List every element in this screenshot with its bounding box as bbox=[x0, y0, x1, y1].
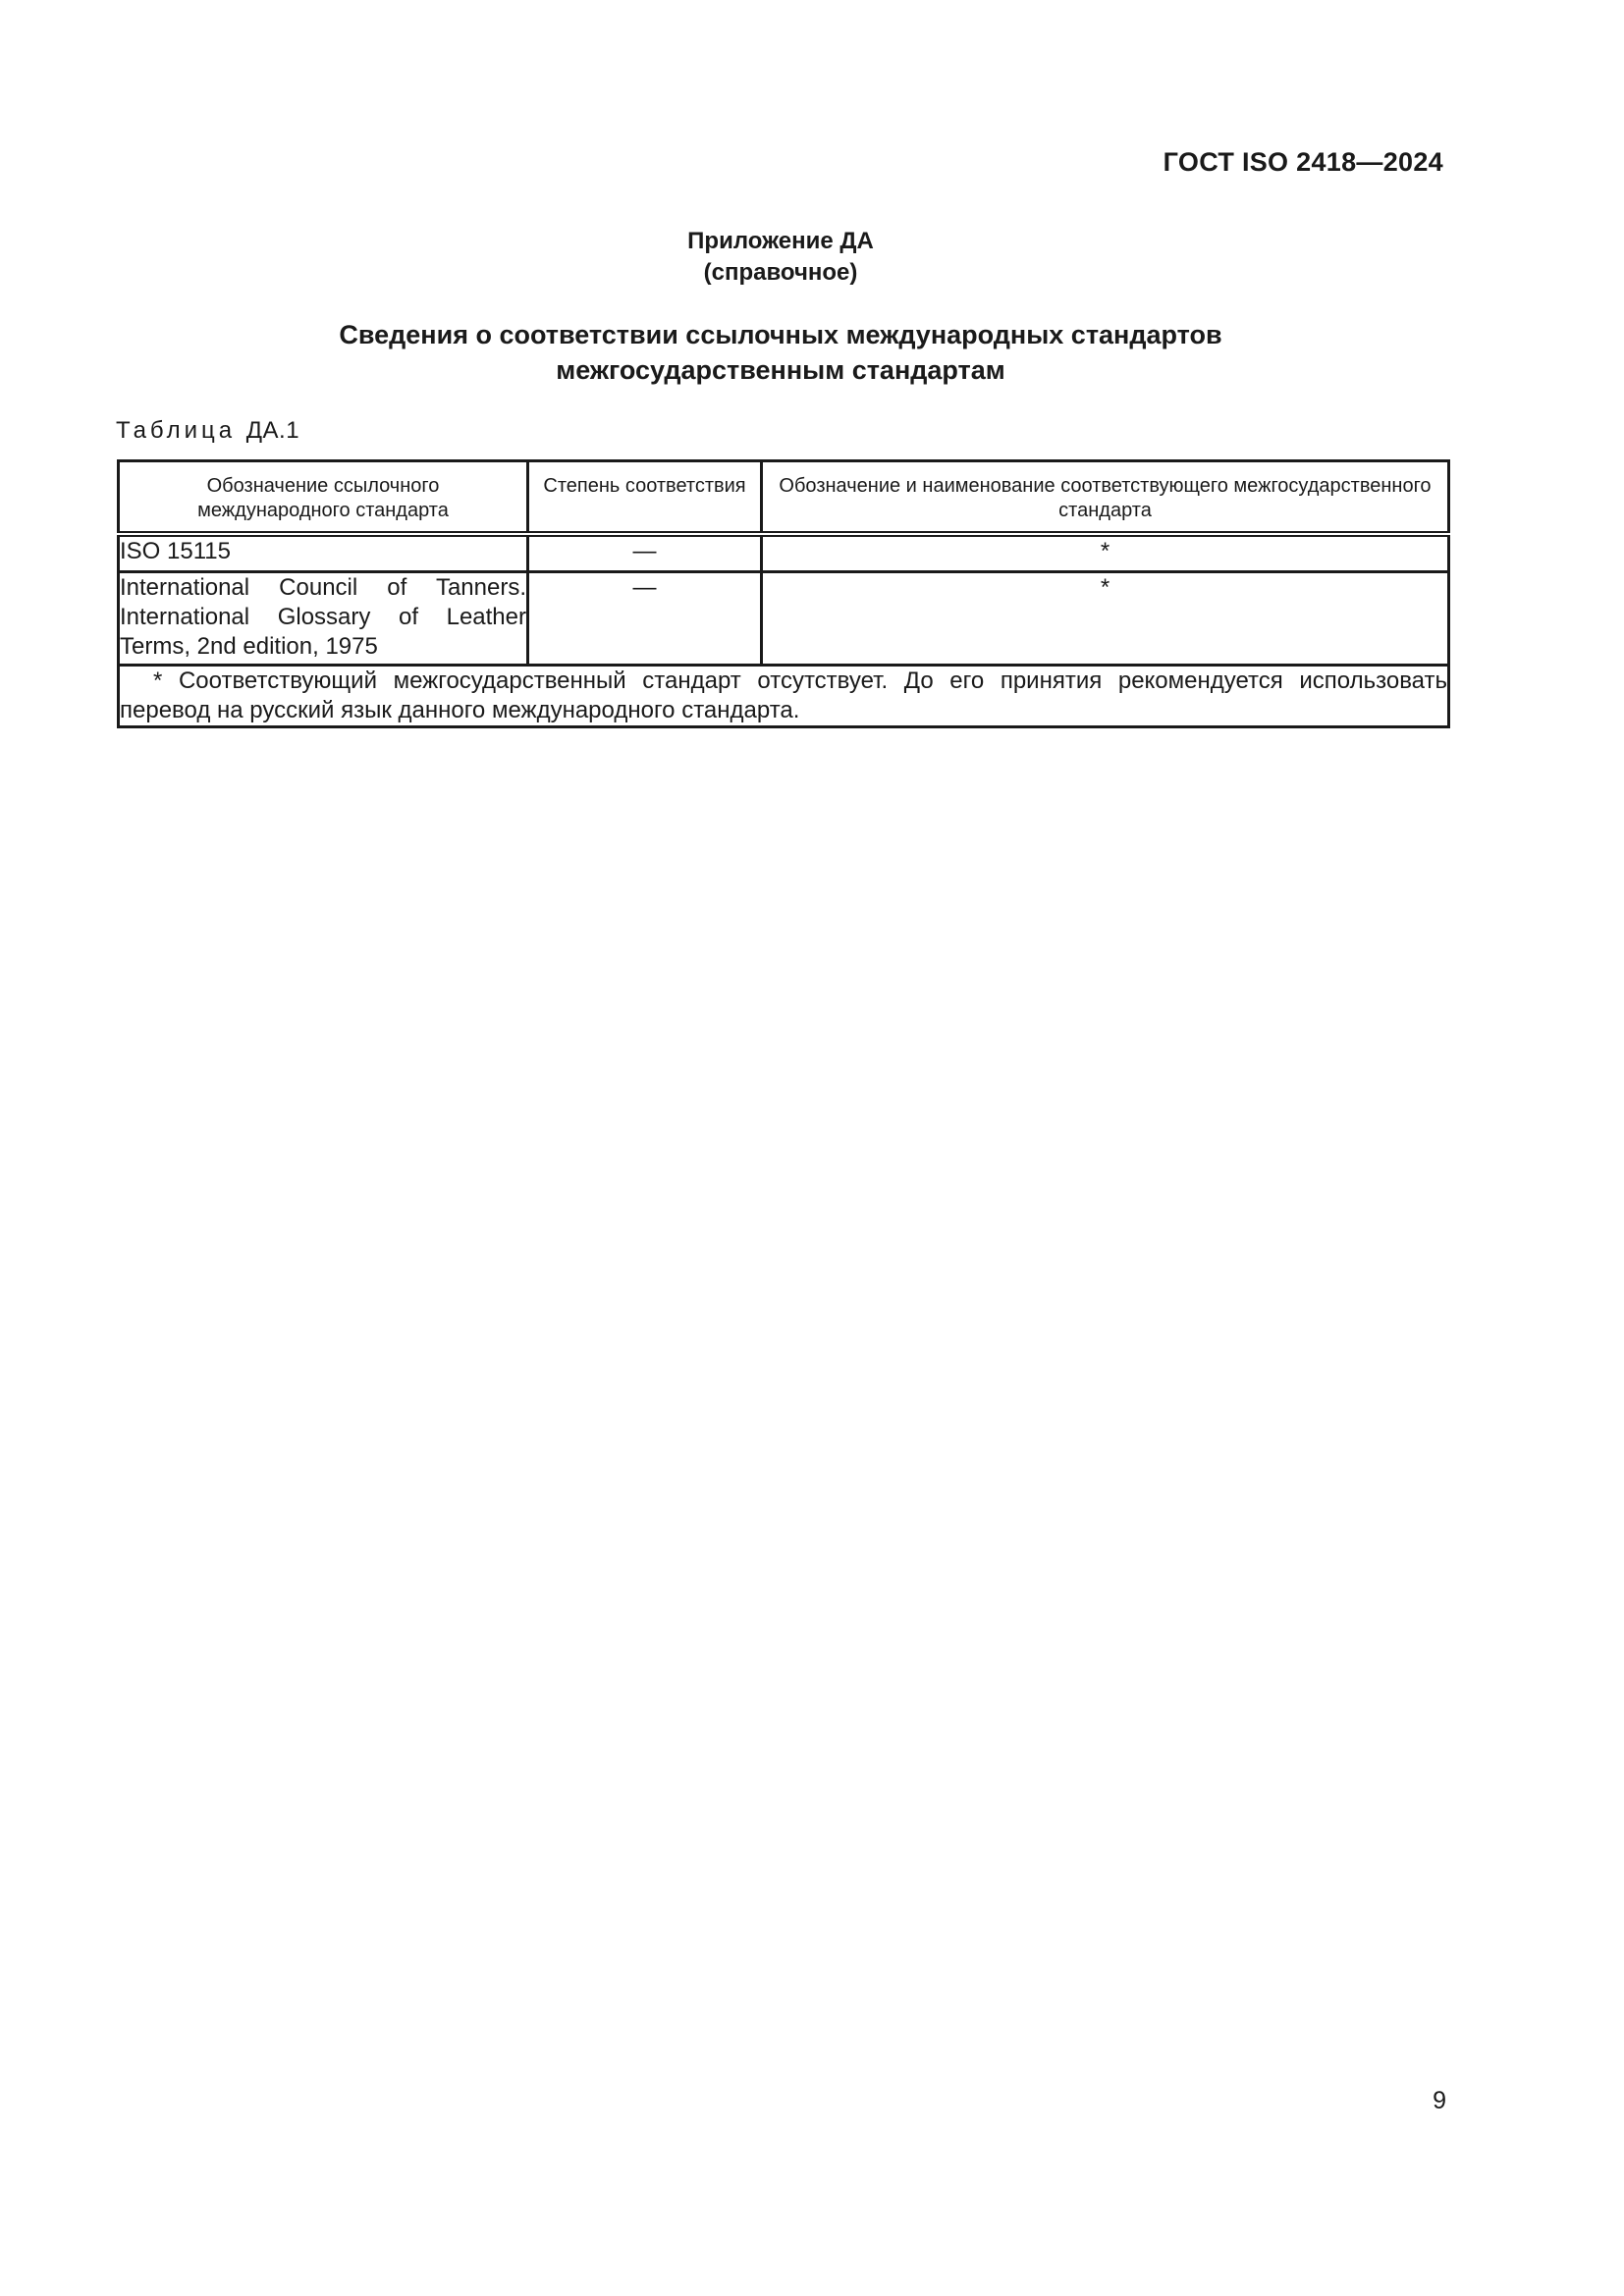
page-number: 9 bbox=[1433, 2087, 1446, 2114]
cell-gost: * bbox=[762, 572, 1449, 666]
appendix-heading bbox=[0, 226, 1561, 289]
cell-degree: — bbox=[528, 572, 762, 666]
cell-standard: International Council of Tanners. International Glossary of Leather Terms, 2nd edition, 1975 bbox=[119, 572, 528, 666]
table-row bbox=[119, 534, 1449, 572]
section-title-line-1: Сведения о соответствии ссылочных международных стандартов bbox=[339, 320, 1222, 349]
header-international-standard: Обозначение ссылочного международного стандарта bbox=[119, 461, 528, 535]
header-interstate-standard: Обозначение и наименование соответствующего межгосударственного стандарта bbox=[762, 461, 1449, 535]
appendix-title: Приложение ДА bbox=[687, 228, 874, 254]
table-row bbox=[119, 572, 1449, 666]
header-degree-of-correspondence: Степень соответствия bbox=[528, 461, 762, 535]
appendix-subtitle: (справочное) bbox=[703, 259, 858, 286]
table-caption-label: Таблица bbox=[116, 417, 237, 444]
cell-gost: * bbox=[762, 534, 1449, 572]
standards-correspondence-table bbox=[117, 459, 1450, 728]
cell-standard: ISO 15115 bbox=[119, 534, 528, 572]
table-header-row bbox=[119, 461, 1449, 535]
table-footnote-row bbox=[119, 666, 1449, 727]
section-title-line-2: межгосударственным стандартам bbox=[556, 355, 1005, 385]
document-code: ГОСТ ISO 2418—2024 bbox=[1163, 147, 1443, 177]
table-footnote: * Соответствующий межгосударственный стандарт отсутствует. До его принятия рекомендуется использовать перевод на русский язык данного международного стандарта. bbox=[119, 666, 1449, 727]
section-title bbox=[0, 317, 1561, 388]
table-caption-number: ДА.1 bbox=[245, 417, 300, 444]
table-caption bbox=[116, 417, 299, 445]
cell-degree: — bbox=[528, 534, 762, 572]
